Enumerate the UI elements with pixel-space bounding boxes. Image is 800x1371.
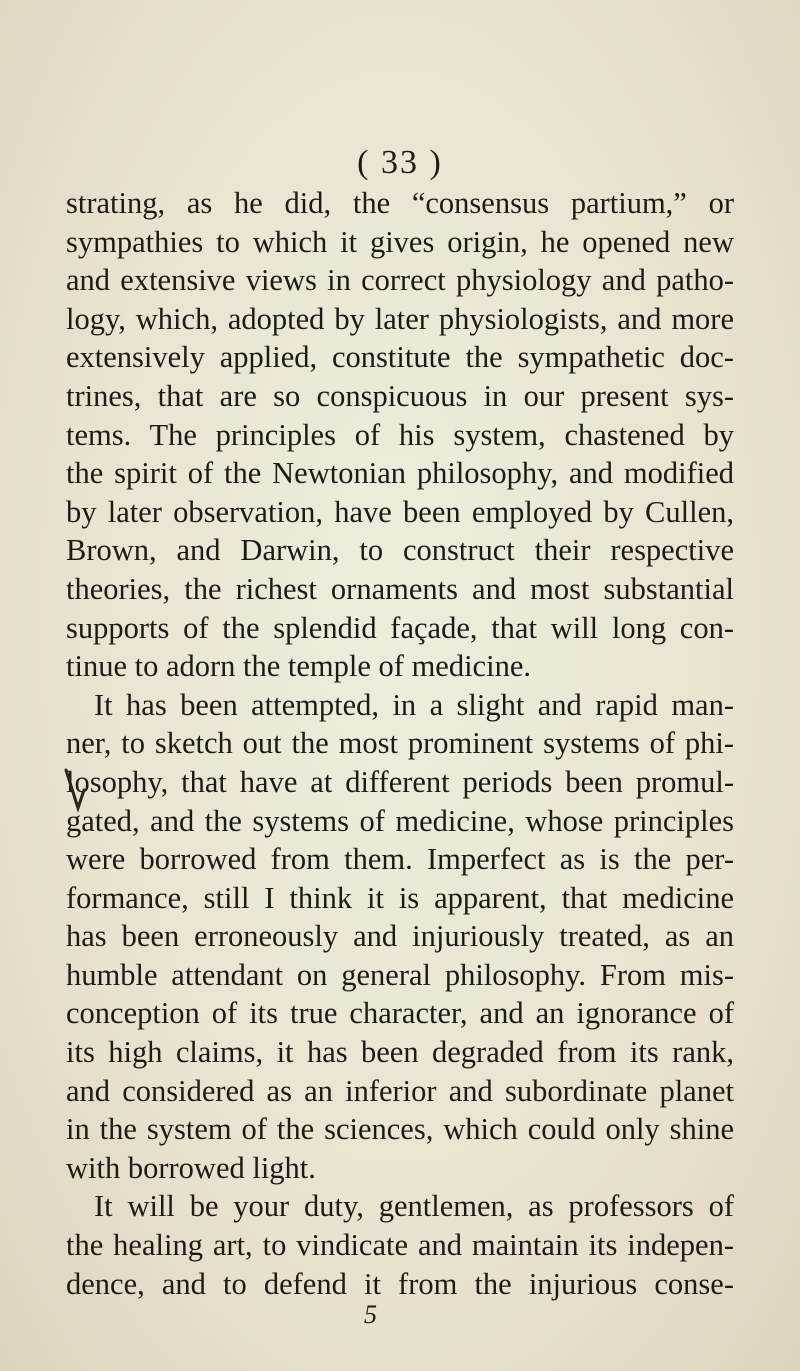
text-line: Brown, and Darwin, to construct their respective xyxy=(66,533,734,568)
text-line: has been erroneously and injuriously treated, as an xyxy=(66,919,734,954)
text-line: and extensive views in correct physiology and patho- xyxy=(66,263,734,298)
text-line: losophy, that have at different periods been promul- xyxy=(66,764,734,799)
text-line: the healing art, to vindicate and maintain its indepen- xyxy=(66,1228,734,1263)
ink-mark-icon xyxy=(62,768,92,828)
page-number: ( 33 ) xyxy=(357,144,443,181)
text-line: gated, and the systems of medicine, whose principles xyxy=(66,803,734,838)
text-line: its high claims, it has been degraded from its rank, xyxy=(66,1035,734,1070)
text-line: conception of its true character, and an ignorance of xyxy=(66,996,734,1031)
text-line: by later observation, have been employed by Cullen, xyxy=(66,494,734,529)
text-line: extensively applied, constitute the sympathetic doc- xyxy=(66,340,734,375)
text-line: strating, as he did, the “consensus partium,” or xyxy=(66,186,734,220)
text-line: humble attendant on general philosophy. From mis- xyxy=(66,957,734,992)
text-line: logy, which, adopted by later physiologists, and more xyxy=(66,301,734,336)
body-text xyxy=(66,184,734,1303)
text-line: tinue to adorn the temple of medicine. xyxy=(66,649,531,684)
text-line: It will be your duty, gentlemen, as professors of xyxy=(94,1189,734,1224)
text-line: ner, to sketch out the most prominent systems of phi- xyxy=(66,726,734,761)
signature-mark: 5 xyxy=(364,1300,377,1329)
text-line: sympathies to which it gives origin, he opened new xyxy=(66,224,734,259)
text-line: and considered as an inferior and subordinate planet xyxy=(66,1073,734,1108)
text-line: in the system of the sciences, which could only shine xyxy=(66,1112,734,1147)
text-line: theories, the richest ornaments and most substantial xyxy=(66,571,734,606)
text-line: formance, still I think it is apparent, that medicine xyxy=(66,880,734,915)
text-line: with borrowed light. xyxy=(66,1150,316,1185)
text-line: dence, and to defend it from the injurious conse- xyxy=(66,1266,734,1301)
text-line: the spirit of the Newtonian philosophy, and modified xyxy=(66,456,734,491)
text-line: were borrowed from them. Imperfect as is the per- xyxy=(66,842,734,877)
text-line: supports of the splendid façade, that will long con- xyxy=(66,610,734,645)
text-line: tems. The principles of his system, chastened by xyxy=(66,417,734,452)
text-line: It has been attempted, in a slight and rapid man- xyxy=(94,687,734,722)
text-line: trines, that are so conspicuous in our present sys- xyxy=(66,378,734,413)
